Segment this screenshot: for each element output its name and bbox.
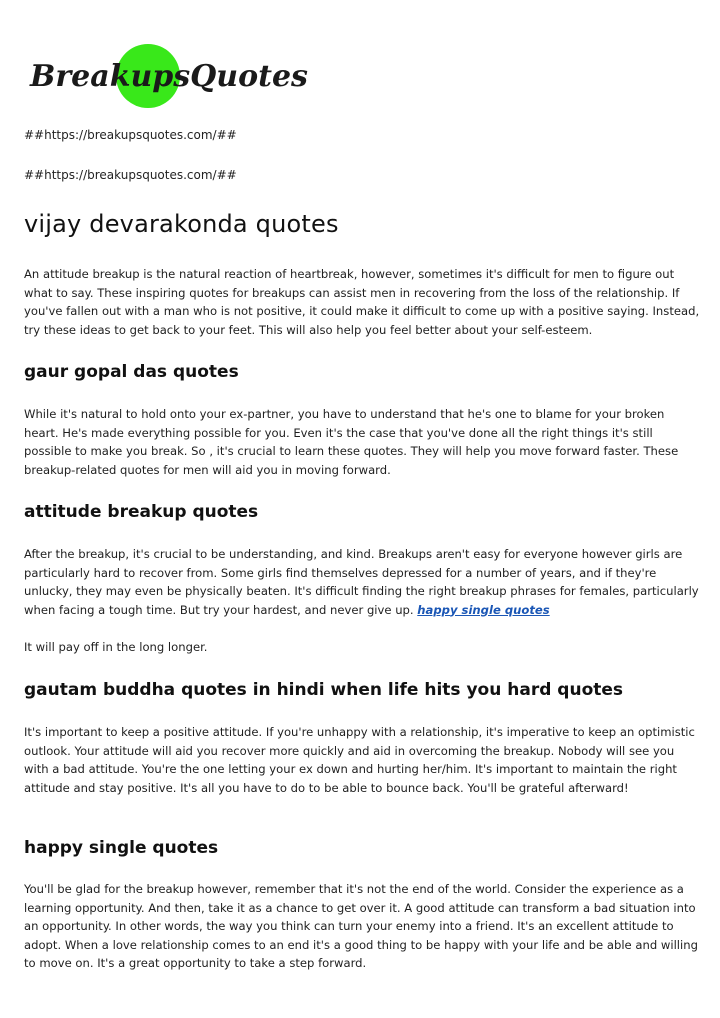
- happy-single-quotes-link[interactable]: happy single quotes: [417, 602, 550, 617]
- site-logo[interactable]: [28, 44, 308, 116]
- section-paragraph-attitude-breakup: [24, 545, 700, 619]
- section-heading-attitude-breakup: attitude breakup quotes: [24, 502, 259, 522]
- section-heading-gautam-buddha: gautam buddha quotes in hindi when life hits you hard quotes: [24, 680, 624, 700]
- intro-paragraph: An attitude breakup is the natural reaction of heartbreak, however, sometimes it's difficult for men to figure out what to say. These inspiring quotes for breakups can assist men in recovering from the loss of the relationship. If you've fallen out with a man who is not positive, it could make it difficult to come up with a positive saying. Instead, try these ideas to get back to your feet. This will also help you feel better about your self-esteem.: [24, 267, 700, 337]
- paragraph-text: After the breakup, it's crucial to be understanding, and kind. Breakups aren't easy for everyone however girls are particularly hard to recover from. Some girls find themselves depressed for a number of years, and if they're unlucky, they may even be physically beaten. It's difficult finding the right breakup phrases for females, particularly when facing a tough time. But try your hardest, and never give up.: [24, 547, 699, 617]
- source-url-1: ##https://breakupsquotes.com/##: [24, 128, 237, 142]
- logo-graphic: [28, 44, 308, 116]
- section-heading-gaur-gopal-das: gaur gopal das quotes: [24, 362, 239, 382]
- section-paragraph-gautam-buddha: It's important to keep a positive attitude. If you're unhappy with a relationship, it's imperative to keep an optimistic outlook. Your attitude will aid you recover more quickly and aid in overcoming the breakup. Nobody will see you with a bad attitude. You're the one letting your ex down and hurting her/him. It's important to maintain the right attitude and stay positive. It's all you have to do to be able to bounce back. You'll be grateful afterward!: [24, 725, 695, 795]
- section-extra-line: It will pay off in the long longer.: [24, 640, 208, 654]
- source-url-2: ##https://breakupsquotes.com/##: [24, 168, 237, 182]
- page-title: vijay devarakonda quotes: [24, 210, 339, 238]
- section-paragraph-happy-single: You'll be glad for the breakup however, remember that it's not the end of the world. Consider the experience as a learning opportunity. And then, take it as a chance to get over it. A good attitude can transform a bad situation into an opportunity. In other words, the way you think can turn your enemy into a friend. It's an excellent attitude to adopt. When a love relationship comes to an end it's a good thing to be happy with your life and be able and willing to move on. It's a great opportunity to take a step forward.: [24, 882, 698, 970]
- section-paragraph-gaur-gopal-das: While it's natural to hold onto your ex-partner, you have to understand that he's one to blame for your broken heart. He's made everything possible for you. Even it's the case that you've done all the right things it's still possible to make you break. So , it's crucial to learn these quotes. They will help you move forward faster. These breakup-related quotes for men will aid you in moving forward.: [24, 407, 679, 477]
- section-heading-happy-single: happy single quotes: [24, 838, 219, 858]
- logo-wordmark: BreakupsQuotes: [30, 59, 308, 94]
